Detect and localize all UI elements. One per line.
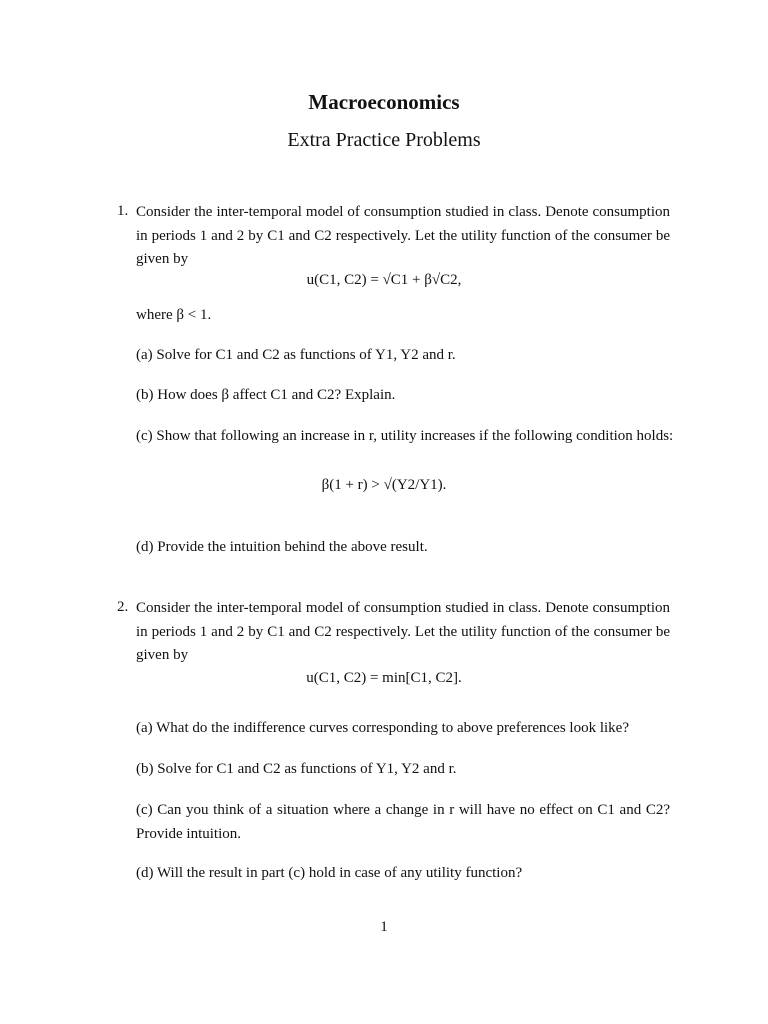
page-subtitle: Extra Practice Problems <box>287 129 481 151</box>
part-c: (c) Can you think of a situation where a change in r will have no effect on C1 and C2? Provide intuition. <box>136 802 670 842</box>
problem-intro: Consider the inter-temporal model of consumption studied in class. Denote consumption in periods 1 and 2 by C1 and C2 respectively. Let the utility function of the consumer be given by <box>136 204 670 267</box>
page-number: 1 <box>380 919 388 935</box>
part-b: (b) How does β affect C1 and C2? Explain. <box>136 387 396 403</box>
part-b: (b) Solve for C1 and C2 as functions of Y1, Y2 and r. <box>136 761 457 777</box>
utility-equation: u(C1, C2) = √C1 + β√C2, <box>306 272 462 288</box>
problem-number: 2. <box>117 599 129 615</box>
problem-condition: where β < 1. <box>136 307 212 323</box>
part-d: (d) Will the result in part (c) hold in case of any utility function? <box>136 865 523 881</box>
part-c: (c) Show that following an increase in r, utility increases if the following condition holds: <box>136 428 674 444</box>
inequality-equation: β(1 + r) > √(Y2/Y1). <box>321 477 447 493</box>
problem-intro: Consider the inter-temporal model of consumption studied in class. Denote consumption in periods 1 and 2 by C1 and C2 respectively. Let the utility function of the consumer be given by <box>136 600 670 663</box>
part-d: (d) Provide the intuition behind the above result. <box>136 539 428 555</box>
utility-equation: u(C1, C2) = min[C1, C2]. <box>306 670 462 686</box>
page-title: Macroeconomics <box>308 90 460 114</box>
problem-number: 1. <box>117 203 129 219</box>
part-a: (a) Solve for C1 and C2 as functions of Y1, Y2 and r. <box>136 347 456 363</box>
part-a: (a) What do the indifference curves corresponding to above preferences look like? <box>136 720 629 736</box>
